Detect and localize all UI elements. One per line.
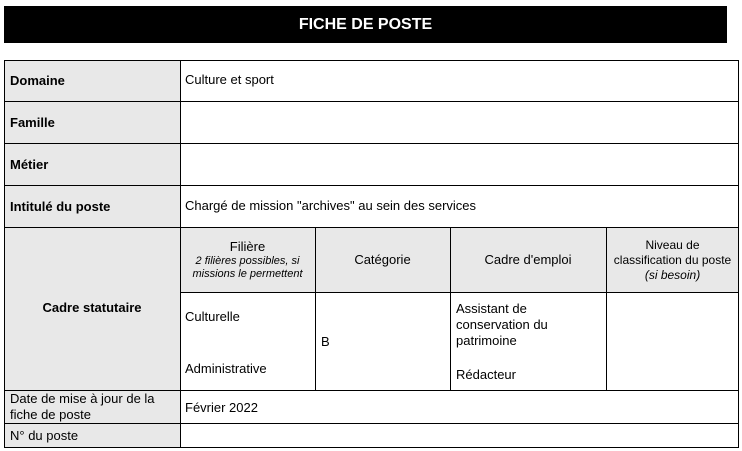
cadre-emploi-header: Cadre d'emploi xyxy=(450,228,606,292)
filiere-header: Filière 2 filières possibles, si missions le permettent xyxy=(180,228,315,292)
filiere-value-2: Administrative xyxy=(185,361,267,376)
column-divider xyxy=(315,228,316,391)
date-maj-value[interactable]: Février 2022 xyxy=(185,399,258,415)
filiere-value-1: Culturelle xyxy=(185,309,240,324)
border-bottom xyxy=(4,447,739,448)
column-divider xyxy=(606,228,607,391)
date-maj-label: Date de mise à jour de la fiche de poste xyxy=(4,391,180,424)
numero-label: N° du poste xyxy=(4,424,180,448)
job-sheet-table xyxy=(4,60,739,448)
row-divider xyxy=(4,227,739,228)
categorie-header: Catégorie xyxy=(315,228,450,292)
metier-value[interactable] xyxy=(180,144,739,186)
niveau-header: Niveau de classification du poste (si besoin) xyxy=(606,228,739,292)
row-divider xyxy=(180,292,739,293)
row-divider xyxy=(4,185,739,186)
niveau-note: (si besoin) xyxy=(644,267,701,282)
row-divider xyxy=(4,423,739,424)
row-divider xyxy=(4,101,739,102)
domaine-value[interactable]: Culture et sport xyxy=(185,72,274,87)
categorie-value: B xyxy=(321,334,330,349)
metier-label: Métier xyxy=(4,144,180,186)
column-divider xyxy=(450,228,451,391)
famille-label: Famille xyxy=(4,102,180,144)
border-top xyxy=(4,60,739,61)
border-left xyxy=(4,60,5,448)
filiere-note: 2 filières possibles, si missions le permettent xyxy=(192,255,303,280)
column-divider xyxy=(180,60,181,448)
row-divider xyxy=(4,143,739,144)
row-divider xyxy=(4,390,739,391)
page-title: FICHE DE POSTE xyxy=(4,6,727,43)
border-right xyxy=(738,60,739,448)
cadre-emploi-value-1: Assistant de conservation du patrimoine xyxy=(456,301,548,348)
cadre-emploi-value-2: Rédacteur xyxy=(456,367,516,382)
intitule-value[interactable]: Chargé de mission "archives" au sein des services xyxy=(185,198,477,213)
intitule-label: Intitulé du poste xyxy=(4,186,180,228)
cadre-statutaire-label: Cadre statutaire xyxy=(4,228,180,391)
numero-value[interactable] xyxy=(180,424,739,448)
famille-value[interactable] xyxy=(180,102,739,144)
domaine-label: Domaine xyxy=(4,60,180,102)
